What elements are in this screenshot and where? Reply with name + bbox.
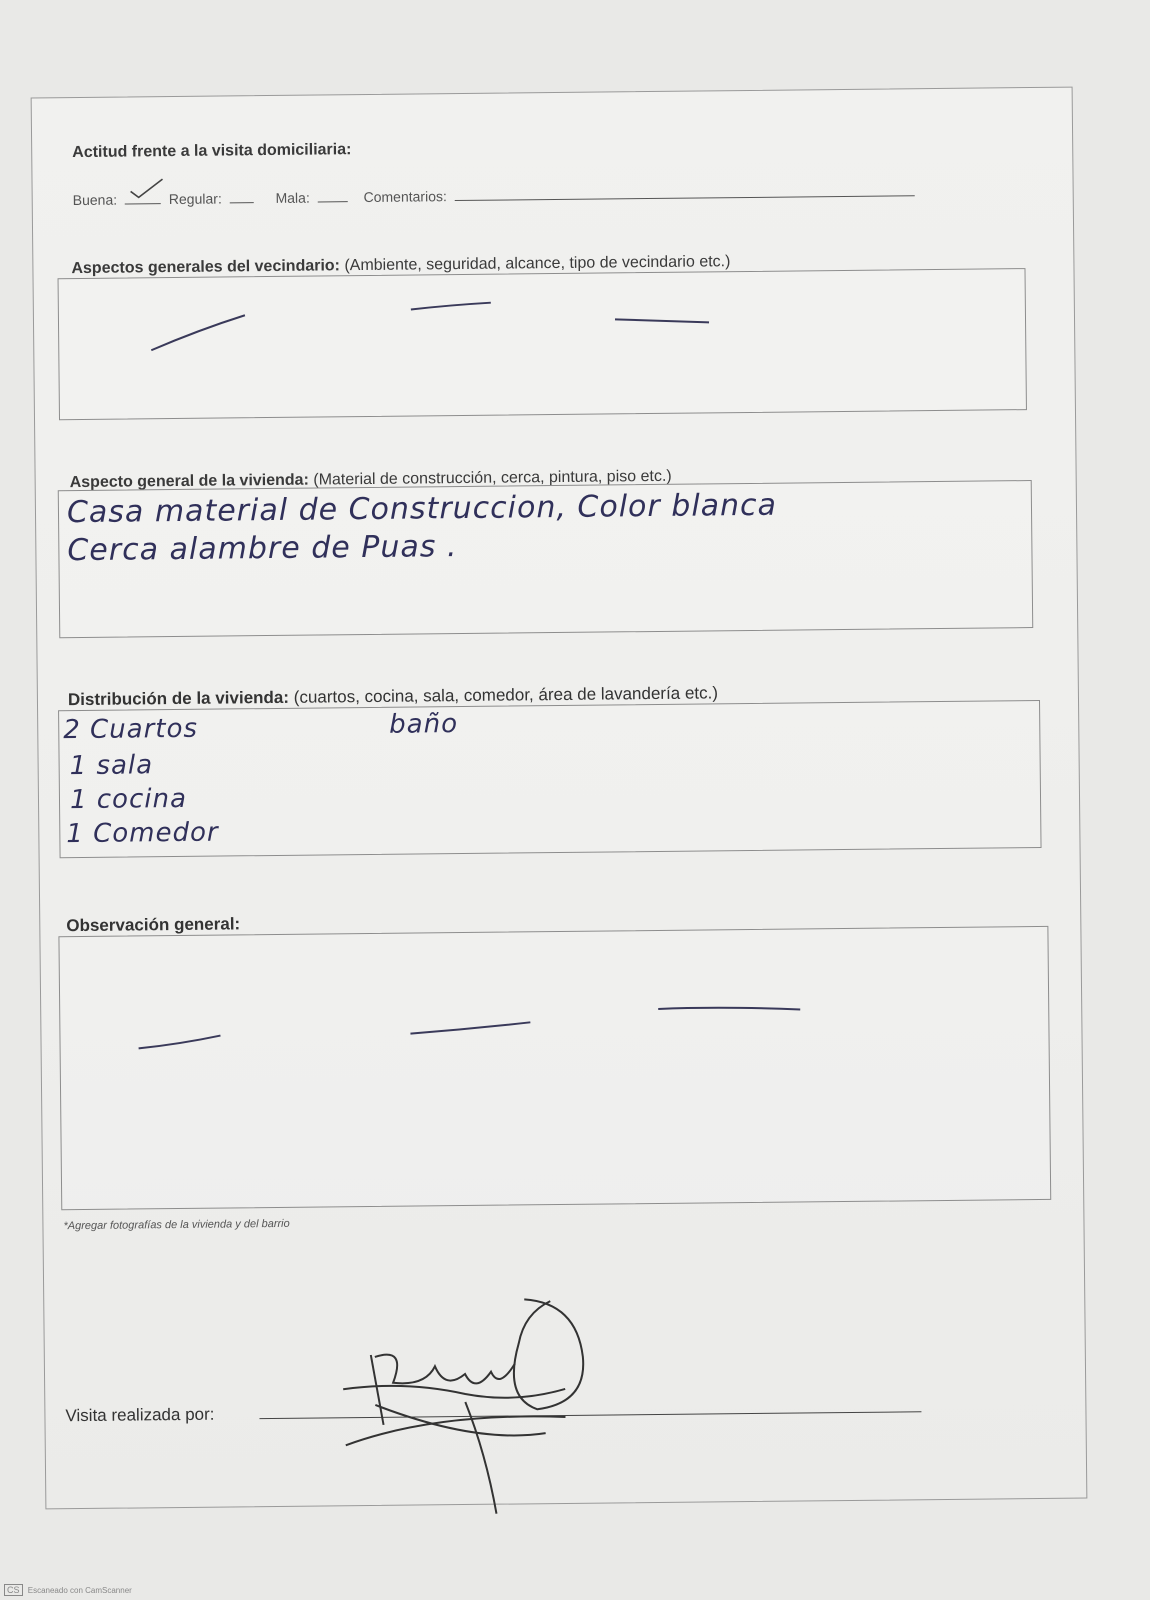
distribution-extra: baño: [389, 709, 459, 740]
comentarios-label: Comentarios:: [363, 188, 447, 206]
scanner-text: Escaneado con CamScanner: [27, 1586, 132, 1595]
scanner-watermark: [4, 1584, 132, 1596]
attitude-row: [73, 183, 919, 208]
distribution-title: Distribución de la vivienda:: [67, 687, 290, 710]
distribution-item-2: 1 sala: [69, 750, 154, 782]
distribution-box[interactable]: [58, 700, 1041, 858]
neighborhood-title: Aspectos generales del vecindario:: [71, 257, 341, 278]
neighborhood-box[interactable]: [58, 268, 1027, 420]
housing-line-2: Cerca alambre de Puas .: [67, 529, 458, 569]
checkmark-icon: [127, 177, 167, 201]
housing-hint: (Material de construcción, cerca, pintura, piso etc.): [313, 467, 672, 489]
visit-label: Visita realizada por:: [65, 1404, 215, 1426]
neighborhood-hint: (Ambiente, seguridad, alcance, tipo de vecindario etc.): [344, 253, 731, 275]
signature-drawing: [314, 1292, 616, 1525]
photo-footnote: *Agregar fotografías de la vivienda y del barrio: [63, 1217, 290, 1233]
buena-label: Buena:: [72, 191, 118, 209]
camscanner-logo-icon: CS: [4, 1584, 23, 1596]
regular-blank[interactable]: [230, 192, 254, 203]
buena-blank[interactable]: [125, 193, 161, 204]
housing-box[interactable]: [58, 480, 1033, 638]
distribution-item-3: 1 cocina: [69, 783, 188, 816]
observation-title: Observación general:: [66, 914, 241, 936]
mala-label: Mala:: [275, 189, 310, 206]
dash-strokes: [59, 927, 1050, 1209]
housing-title: Aspecto general de la vivienda:: [69, 471, 309, 492]
observation-box[interactable]: [58, 926, 1051, 1210]
form-sheet: [31, 87, 1088, 1510]
housing-line-1: Casa material de Construccion, Color blanca: [66, 487, 778, 531]
distribution-hint: (cuartos, cocina, sala, comedor, área de lavandería etc.): [293, 683, 719, 707]
attitude-title: Actitud frente a la visita domiciliaria:: [72, 141, 352, 162]
distribution-item-4: 1 Comedor: [66, 817, 219, 850]
distribution-item-1: 2 Cuartos: [63, 713, 199, 746]
dash-strokes: [59, 269, 1026, 419]
mala-blank[interactable]: [318, 191, 348, 202]
regular-label: Regular:: [168, 190, 222, 208]
comentarios-blank[interactable]: [455, 185, 915, 201]
